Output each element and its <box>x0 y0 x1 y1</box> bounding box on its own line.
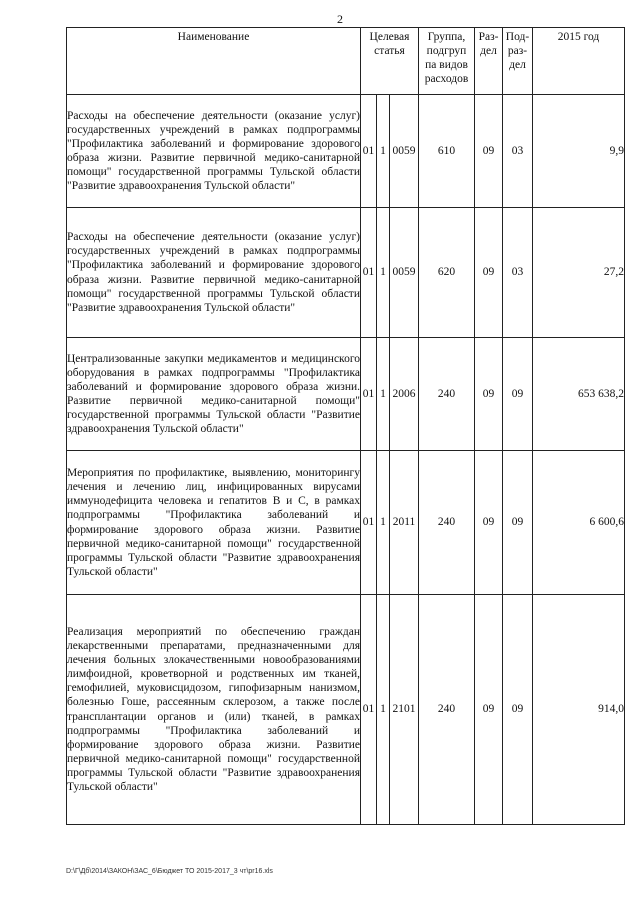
row-name: Расходы на обеспечение деятельности (оказание услуг) государственных учреждений в рамках подпрограммы "Профилактика заболеваний и формирование здорового образа жизни. Развитие первичной медико-санитарной помощи" государственной программы Тульской области "Развитие здравоохранения Тульской области" <box>67 208 361 338</box>
row-group: 240 <box>419 451 475 595</box>
row-name: Централизованные закупки медикаментов и медицинского оборудования в рамках подпрограммы "Профилактика заболеваний и формирование здорового образа жизни. Развитие первичной медико-санитарной помощи" государственной программы Тульской области "Развитие здравоохранения Тульской области" <box>67 338 361 451</box>
row-target-1: 01 <box>361 95 377 208</box>
header-year: 2015 год <box>533 28 625 95</box>
row-target-2: 1 <box>377 95 390 208</box>
row-section: 09 <box>475 451 503 595</box>
page-number: 2 <box>337 12 343 26</box>
row-amount: 9,9 <box>533 95 625 208</box>
row-subsection: 09 <box>503 595 533 825</box>
row-amount: 27,2 <box>533 208 625 338</box>
row-target-3: 2101 <box>390 595 419 825</box>
file-path-footer: D:\Г\Дб\2014\ЗАКОН\ЗАС_6\Бюджет ТО 2015-2017_3 чт\pr16.xls <box>66 868 273 875</box>
row-target-2: 1 <box>377 595 390 825</box>
row-subsection: 03 <box>503 95 533 208</box>
row-name: Расходы на обеспечение деятельности (оказание услуг) государственных учреждений в рамках подпрограммы "Профилактика заболеваний и формирование здорового образа жизни. Развитие первичной медико-санитарной помощи" государственной программы Тульской области "Развитие здравоохранения Тульской области" <box>67 95 361 208</box>
table-row <box>67 338 625 451</box>
row-group: 610 <box>419 95 475 208</box>
row-section: 09 <box>475 208 503 338</box>
budget-table <box>66 27 625 825</box>
row-target-3: 0059 <box>390 95 419 208</box>
row-name: Мероприятия по профилактике, выявлению, мониторингу лечения и лечению лиц, инфицированных вирусами иммунодефицита человека и гепатитов В и С, в рамках подпрограммы "Профилактика заболеваний и формирование здорового образа жизни. Развитие первичной медико-санитарной помощи" государственной программы Тульской области "Развитие здравоохранения Тульской области" <box>67 451 361 595</box>
row-group: 620 <box>419 208 475 338</box>
row-target-1: 01 <box>361 451 377 595</box>
row-subsection: 09 <box>503 451 533 595</box>
header-subsection: Под- раз- дел <box>503 28 533 95</box>
row-target-3: 2011 <box>390 451 419 595</box>
row-name: Реализация мероприятий по обеспечению граждан лекарственными препаратами, предназначенными для лечения больных злокачественными новообразованиями лимфоидной, кроветворной и родственных им тканей, гемофилией, муковисцидозом, гипофизарным нанизмом, болезнью Гоше, рассеянным склерозом, а также после трансплантации органов и (или) тканей, в рамках подпрограммы "Профилактика заболеваний и формирование здорового образа жизни. Развитие первичной медико-санитарной помощи" государственной программы Тульской области "Развитие здравоохранения Тульской области" <box>67 595 361 825</box>
row-target-3: 0059 <box>390 208 419 338</box>
header-row <box>67 28 625 95</box>
row-target-1: 01 <box>361 595 377 825</box>
row-amount: 914,0 <box>533 595 625 825</box>
header-target-article: Целевая статья <box>361 28 419 95</box>
row-target-2: 1 <box>377 338 390 451</box>
row-subsection: 09 <box>503 338 533 451</box>
row-group: 240 <box>419 338 475 451</box>
row-target-1: 01 <box>361 208 377 338</box>
row-section: 09 <box>475 95 503 208</box>
table-row <box>67 208 625 338</box>
table-row <box>67 595 625 825</box>
row-target-3: 2006 <box>390 338 419 451</box>
row-target-1: 01 <box>361 338 377 451</box>
row-amount: 653 638,2 <box>533 338 625 451</box>
row-target-2: 1 <box>377 208 390 338</box>
header-name: Наименование <box>67 28 361 95</box>
row-group: 240 <box>419 595 475 825</box>
header-expense-group: Группа, подгруп па видов расходов <box>419 28 475 95</box>
table-row <box>67 451 625 595</box>
row-section: 09 <box>475 595 503 825</box>
row-amount: 6 600,6 <box>533 451 625 595</box>
header-section: Раз- дел <box>475 28 503 95</box>
row-target-2: 1 <box>377 451 390 595</box>
row-subsection: 03 <box>503 208 533 338</box>
table-row <box>67 95 625 208</box>
row-section: 09 <box>475 338 503 451</box>
